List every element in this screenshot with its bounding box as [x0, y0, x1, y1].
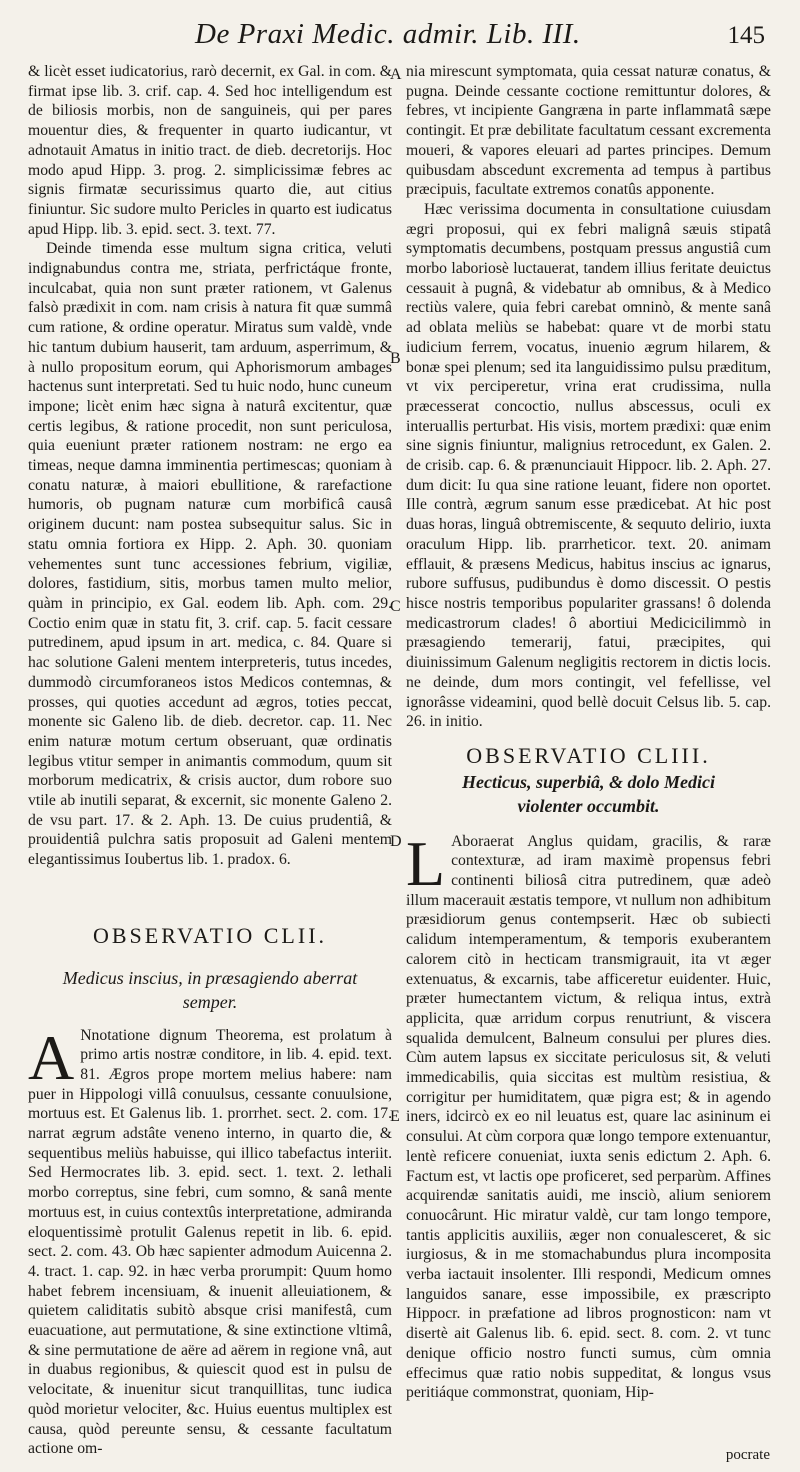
observation-body — [406, 827, 771, 1403]
paragraph: Hæc verissima documenta in consultatione cuiusdam ægri proposui, qui ex febri malignâ sæuis stipatâ symptomatis decumbens, postquam pressus angustiâ cum morbo laboriosè luctauerat, tandem illius feritate deuictus cessauit à pugnâ, & videbatur ab omnibus, & à Medico rectiùs valere, quia febri carebat omninò, & mente sanâ ad oblata meliùs se habebat: quare vt de morbi statu iudicium ferrem, vocatus, inuenio ægrum hilarem, & bonæ spei plenum; sed ita languidissimo pulsu præditum, vt vix perciperetur, vrina erat crudissima, nulla præcesserat concoctio, nullus abscessus, oculi ex interuallis perturbat. His visis, mortem prædixi: quæ enim sine signis finiuntur, malignius retrocedunt, ex Galen. 2. de crisib. cap. 6. & prænunciauit Hippocr. lib. 2. Aph. 27. dum dicit: Iu qua sine ratione leuant, fidere non oportet. Ille contrà, ægrum sanum esse prædicebat. At hic post duas horas, linguâ obtremiscente, & sequuto delirio, iuxta oraculum Hipp. lib. prarrheticor. text. 20. animam efflauit, & præsens Medicus, habitus inscius ac ignarus, rubore suffusus, pudibundus è domo discessit. O pestis hisce nostris temporibus populariter grassans! ô dolenda medicastrorum clades! ô abortiui Medicicilimmò in præsagiendo temerarij, fatui, præcipites, qui diuinissimum Galenum negligitis rectorem in dictis locis. ne deinde, dum mors contingit, vel fefellisse, vel ignorâsse videamini, quod bellè docuit Celsus lib. 5. cap. 26. in initio. — [406, 200, 771, 731]
running-title: De Praxi Medic. admir. Lib. III. — [195, 18, 581, 50]
observation-body — [28, 1021, 392, 1459]
observation-title: OBSERVATIO CLII. — [92, 922, 328, 948]
paragraph: Deinde timenda esse multum signa critica, veluti indignabundus contra me, striata, perfrictáque fronte, inculcabat, quia non sunt præter rationem, vt Galenus falsò prædixit in com. nam crisis à natura fit quæ summâ cum ratione, & ordine operatur. Miratus sum valdè, vnde hic tantum dubium hauserit, tam arduum, asperrimum, & à nullo propositum eorum, qui Aphorismorum ambages hactenus sunt interpretati. Sed tu huic nodo, hunc cuneum impone; licèt enim hæc signa à naturâ excitentur, quæ certis legibus, & ratione procedit, non sunt periculosa, quia eueniunt præter rationem nostram: ne ergo ea timeas, neque damna imminentia pertimescas; quoniam à conatu naturæ, à maiori ebullitione, & rarefactione humoris, ob pugnam naturæ cum morbificâ causâ originem ducunt: nam postea subsequitur salus. Sic in statu omnia fortiora ex Hipp. 2. Aph. 30. quoniam vehementes sunt tunc accessiones febrium, vigiliæ, dolores, fastidium, sitis, morbus tamen multo melior, quàm in principio, ex Gal. eodem lib. Aph. com. 29. Coctio enim quæ in statu fit, 3. crif. cap. 5. facit cessare putredinem, apud ipsum in art. medica, c. 84. Quare si hac solutione Galeni mentem interpreteris, tutus incedes, dummodò circumforaneos istos Medicos contemnas, & prosses, qui quoties accedunt ad ægros, toties peccat, monente sic Galeno lib. de dieb. decretor. cap. 11. Nec enim naturæ motum certum obseruant, quæ ordinatis legibus vtitur semper in animantis commodum, quum sit morborum medicatrix, & crisis auctor, dum robore suo vtile ab inutili separat, & excernit, sic monente Galeno 2. de vsu part. 17. & 2. Aph. 13. De cuius prudentiâ, & prouidentiâ pulchra satis proposuit ad Galeni mentem elegantissimus Ioubertus lib. 1. pradox. 6. — [28, 240, 392, 869]
margin-letter-c: C — [390, 598, 401, 615]
drop-cap: A — [28, 1021, 75, 1093]
catchword: pocrate — [725, 1447, 770, 1463]
observation-text: Aboraerat Anglus quidam, gracilis, & raræ contexturæ, ad iram maximè propensus febri continenti biliosâ citra putredinem, quæ adeò illum macerauit æstatis tempore, vt nullum non adhibitum præsidiorum genus contempserit. Hæc ob subiecti calidum intemperamentum, & temporis exuberantem calorem citò in hecticam transmigrauit, ita vt æger extenuatus, & excarnis, tabe afficeretur euidenter. Huic, præter humectantem victum, & reliqua intus, extrà applicita, quæ arridum corpus renutriunt, & viscera squalida demulcent, Balneum consului per plures dies. Cùm autem lapsus ex siccitate periculosus sit, & veluti immedicabilis, quia siccitas est multùm resistiua, & corrigitur per humiditatem, quæ pigra est; & in agendo iners, idcircò ex eo nil leuatus est, quare lac asininum ei consului. At cùm corpora quæ longo tempore extenuantur, lentè reficere conueniat, iuxta senis edictum 2. Aph. 6. Factum est, vt lactis ope proficeret, sed perparùm. Affines acquirendæ sanitatis auidi, me insciò, alium seniorem conuocârunt. Hic miratur valdè, cur tam longo tempore, tantis applicitis auxiliis, æger non conualesceret, & sic iurgiosus, & in me stomachabundus plura incomposita verba iactauit insolenter. Illi respondi, Medicum omnes languidos sanare, esse impossibile, ex præscripto Hippocr. in præfatione ad libros prognosticon: nam vt disertè ait Galenus lib. 6. epid. sect. 8. com. 2. vt tunc denique officio nostro functi sumus, cùm omnia effecimus quæ ratio nobis suppeditat, & longus vsus peritiáque commonstrat, quoniam, Hip- — [406, 832, 771, 1402]
observation-text: Nnotatione dignum Theorema, est prolatum à primo artis nostræ conditore, in lib. 4. epid. text. 81. Ægros prope mortem melius habere: nam puer in Hippologi villâ conuulsus, cessante conuulsione, mortuus est. Et Galenus lib. 1. prorrhet. sect. 2. com. 17. narrat ægrum adstâte veneno interno, in quarto die, & sequentibus meliùs habuisse, qui illico tabefactus interiit. Sed Hermocrates lib. 3. epid. sect. 1. text. 2. lethali morbo correptus, sine febri, cum somno, & sanâ mente mortuus est, in cuius contextûs interpretatione, admiranda eloquentissimè protulit Galenus repetit in lib. 6. epid. sect. 2. com. 43. Ob hæc sapienter admodum Auicenna 2. 4. tract. 1. cap. 92. in hæc verba prorumpit: Quum homo habet febrem incensiuam, & inuenit alleuiationem, & quietem caliditatis subitò absque crisi manifestâ, cum euacuatione, aut permutatione, & sine extinctione vltimâ, & sine permutatione de aëre ad aërem in regione vnâ, aut in duabus regionibus, & quiescit quod est in pulsu de velocitate, & inuenitur sicut tranquillitas, tunc iudica quòd morietur velociter, &c. Huius euentus multiplex est causa, quòd pereunte sensu, & cessante facultatum actione om- — [28, 1026, 392, 1458]
paragraph: nia mirescunt symptomata, quia cessat naturæ conatus, & pugna. Deinde cessante coctione remittuntur dolores, & febres, vt incipiente Gangræna in parte inflammatâ sæpe contingit. Et præ debilitate facultatum cessant excrementa moueri, & vapores eleuari ad partes principes. Demum quibusdam abscedunt excrementa ad tempus à partibus præcipuis, facultate extremos conatûs apponente. — [406, 63, 771, 199]
margin-letter-b: B — [390, 350, 401, 367]
margin-letter-a: A — [390, 66, 402, 83]
margin-letter-e: E — [390, 1108, 400, 1125]
page-number: 145 — [727, 22, 765, 49]
paragraph: & licèt esset iudicatorius, rarò decernit, ex Gal. in com. & firmat ipse lib. 3. crif. cap. 4. Sed hoc intelligendum est de biliosis morbis, non de sanguineis, qui per pares mouentur dies, & frequenter in quarto iudicantur, vt adnotauit Amatus in initio tract. de dieb. decretorijs. Hoc modo apud Hipp. 3. prog. 2. simplicissimæ febres ac signis firmatæ securissimus quarto die, aut citius finiuntur. Sic sudore multo Pericles in quarto est iudicatus apud Hipp. lib. 3. epid. sect. 3. text. 77. — [28, 63, 392, 238]
observation-title: OBSERVATIO CLIII. — [466, 742, 711, 768]
observation-subtitle: Medicus inscius, in præsagiendo aberrat semper. — [62, 967, 358, 1012]
observation-subtitle: Hecticus, superbiâ, & dolo Medici violenter occumbit. — [462, 771, 715, 816]
drop-cap: L — [406, 827, 446, 899]
running-header — [0, 18, 800, 58]
margin-letter-d: D — [390, 833, 402, 850]
left-column — [28, 62, 392, 1459]
right-column — [406, 62, 771, 1403]
